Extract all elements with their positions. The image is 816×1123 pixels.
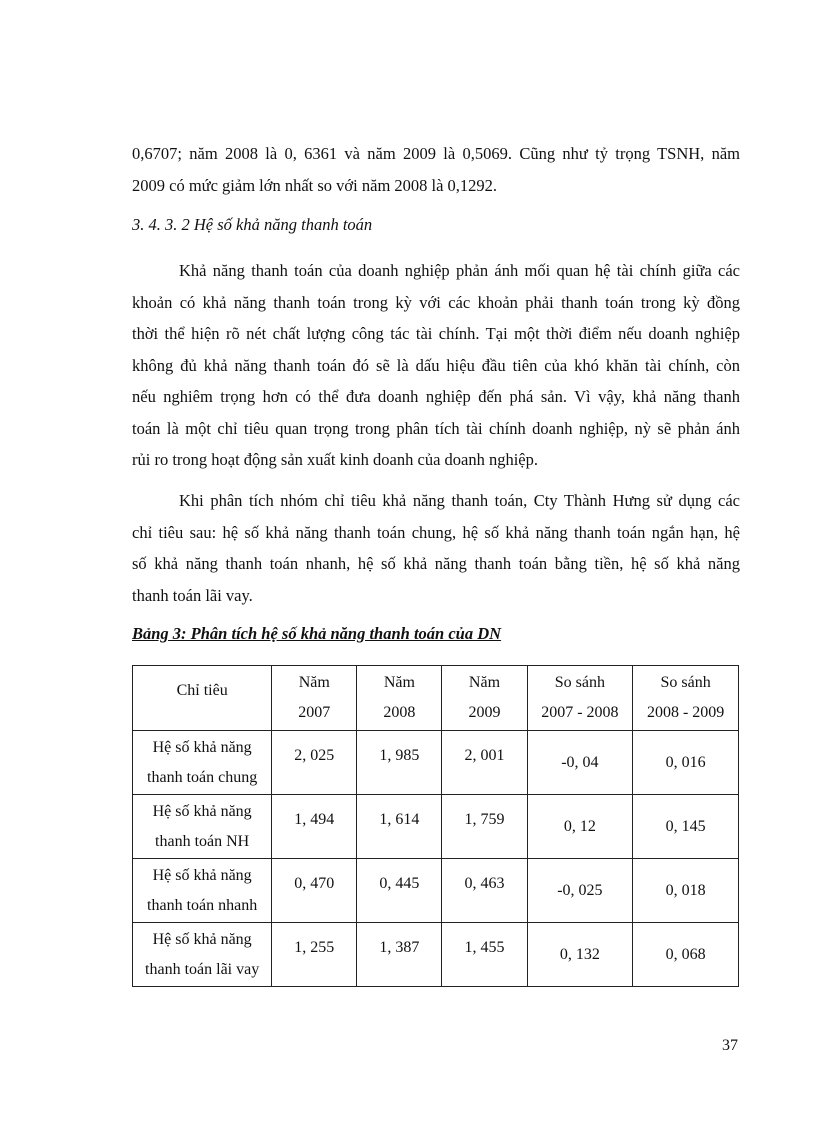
header-2009: Năm 2009 [442,666,527,731]
page-number: 37 [722,1037,738,1054]
compare-2007-2008: 0, 12 [527,795,633,859]
paragraph-liquidity-intro [132,255,740,476]
header-2007: Năm 2007 [272,666,357,731]
text-line: 2009 có mức giảm lớn nhất so với năm 2008 là 0,1292. [132,175,498,195]
value-2008: 1, 387 [357,923,442,987]
value-2008: 1, 614 [357,795,442,859]
compare-2007-2008: -0, 025 [527,859,633,923]
text-line: rủi ro trong hoạt động sản xuất kinh doanh của doanh nghiệp. [132,450,538,469]
compare-2007-2008: 0, 132 [527,923,633,987]
liquidity-ratio-table [132,665,739,987]
value-2007: 1, 255 [272,923,357,987]
table-row [133,731,739,795]
table-row [133,859,739,923]
table-row [133,795,739,859]
compare-2008-2009: 0, 018 [633,859,739,923]
compare-2008-2009: 0, 068 [633,923,739,987]
text-line: nếu nghiêm trọng hơn có thể đưa doanh nghiệp đến phá sản. Vì vậy, khả năng thanh [132,387,740,406]
value-2007: 2, 025 [272,731,357,795]
text-line: thanh toán lãi vay. [132,585,253,605]
text-line: 0,6707; năm 2008 là 0, 6361 và năm 2009 là 0,5069. Cũng như tỷ trọng TSNH, năm [132,144,740,163]
value-2007: 1, 494 [272,795,357,859]
text-line: số khả năng thanh toán nhanh, hệ số khả năng thanh toán bằng tiền, hệ số khả năng [132,554,740,573]
row-label: Hệ số khả năng thanh toán lãi vay [133,923,272,987]
compare-2008-2009: 0, 016 [633,731,739,795]
value-2008: 0, 445 [357,859,442,923]
value-2009: 1, 759 [442,795,527,859]
header-2008: Năm 2008 [357,666,442,731]
text-line: toán là một chỉ tiêu quan trọng trong phân tích tài chính doanh nghiệp, nỳ sẽ phản ánh [132,418,740,438]
header-indicator: Chỉ tiêu [133,666,272,731]
value-2009: 1, 455 [442,923,527,987]
text-line: thời thể hiện rõ nét chất lượng công tác tài chính. Tại một thời điểm nếu doanh nghiệp [132,324,740,343]
header-compare-2007-2008: So sánh 2007 - 2008 [527,666,633,731]
row-label: Hệ số khả năng thanh toán NH [133,795,272,859]
text-line: Khi phân tích nhóm chỉ tiêu khả năng thanh toán, Cty Thành Hưng sử dụng các [179,491,740,510]
compare-2007-2008: -0, 04 [527,731,633,795]
table-caption: Bảng 3: Phân tích hệ số khả năng thanh toán của DN [132,624,502,643]
row-label: Hệ số khả năng thanh toán nhanh [133,859,272,923]
compare-2008-2009: 0, 145 [633,795,739,859]
row-label: Hệ số khả năng thanh toán chung [133,731,272,795]
table-row [133,923,739,987]
text-line: khoản có khả năng thanh toán trong kỳ với các khoản phải thanh toán trong kỳ đồng [132,292,740,312]
value-2007: 0, 470 [272,859,357,923]
header-compare-2008-2009: So sánh 2008 - 2009 [633,666,739,731]
text-line: chỉ tiêu sau: hệ số khả năng thanh toán chung, hệ số khả năng thanh toán ngắn hạn, hệ [132,522,740,542]
section-heading: 3. 4. 3. 2 Hệ số khả năng thanh toán [132,215,373,234]
table-header-row [133,666,739,731]
paragraph-indicators [132,485,740,611]
text-line: không đủ khả năng thanh toán đó sẽ là dấu hiệu đầu tiên của khó khăn tài chính, còn [132,355,740,375]
value-2009: 2, 001 [442,731,527,795]
text-line: Khả năng thanh toán của doanh nghiệp phản ánh mối quan hệ tài chính giữa các [179,261,740,280]
value-2008: 1, 985 [357,731,442,795]
value-2009: 0, 463 [442,859,527,923]
intro-paragraph [132,138,740,201]
